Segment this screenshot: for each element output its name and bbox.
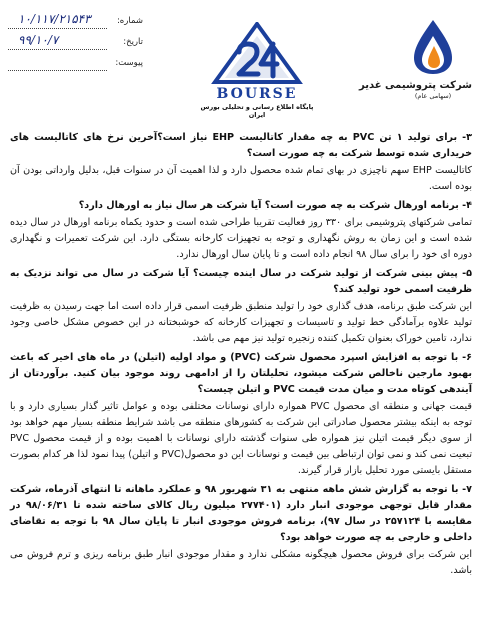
company-logo [358, 18, 472, 100]
date-line [8, 49, 107, 50]
bourse-emblem-icon [211, 22, 303, 88]
date-value: ۹۹/۱۰/۷ [18, 33, 59, 47]
date-row [8, 35, 143, 56]
question-4: ۴- برنامه اورهال شرکت به چه صورت است؟ آیا شرکت هر سال نیاز به اورهال دارد؟ [78, 200, 472, 211]
attachment-row [8, 56, 143, 77]
answer-3: کاتالیست EHP سهم ناچیزی در بهای تمام شده محصول دارد و لذا اهمیت آن در سنوات قبل، بدلیل وارداتی بودن آن بوده است. [10, 165, 472, 192]
attachment-label: پیوست: [115, 58, 143, 68]
question-5: ۵- پیش بینی شرکت از تولید شرکت در سال اینده چیست؟ آیا شرکت در سال می تواند نزدیک به ظرفیت اسمی خود تولید کند؟ [10, 268, 472, 295]
number-row [8, 14, 143, 35]
answer-6: قیمت جهانی و منطقه ای محصول PVC همواره دارای نوسانات مختلفی بوده و عوامل تاثیر گذار بسیاری دارد و با توجه به اینکه بیشتر محصول صادراتی این شرکت به کشورهای منطقه می باشد شرایط منطقه بسیار مهم خواهد بود از سوی دیگر قیمت اتیلن نیز همواره طی سنوات گذشته دارای نوسانات با اهمیت بوده و از قیمت محصول PVC تبعیت نمی کند و نمی توان ارتباطی بین قیمت و نوسانات این دو محصول(PVC و اتیلن) پیدا نمود لذا هر کدام بصورت مستقل بایستی مورد تحلیل بازار قرار گیرند. [10, 401, 472, 476]
answer-4: تمامی شرکتهای پتروشیمی برای ۳۳۰ روز فعالیت تقریبا طراحی شده است و حدود یکماه برنامه اورهال در سال دیده شده است و این زمان به روش نگهداری و توجه به تجهیزات کارخانه بستگی دارد. این شرکت تعمیرات و نگهداری دوره ای خود را برای سال ۹۸ انجام داده است و تا پایان سال اورهال ندارد. [10, 217, 472, 260]
letter-meta [8, 14, 143, 77]
qa-body [10, 130, 472, 582]
question-3: ۳- برای تولید ۱ تن PVC به چه مقدار کاتالیست EHP نیاز است؟آخرین نرخ های کاتالیست های خریداری شده توسط شرکت به چه صورت است؟ [10, 132, 473, 159]
bourse-tagline: پایگاه اطلاع رسانی و تحلیلی بورس ایران [200, 103, 314, 119]
bourse-wordmark: BOURSE [216, 86, 298, 102]
company-name: شرکت پتروشیمی غدیر [358, 80, 472, 91]
question-6: ۶- با توجه به افزایش اسپرد محصول شرکت (PVC) و مواد اولیه (اتیلن) در ماه های اخیر که باعث بهبود مارجین ناخالص شرکت میشود، تحلیلتان را از ادامهی روند موجود بیان کنید. برآوردتان از آیندهی کوتاه مدت و میان مدت قیمت PVC و اتیلن چیست؟ [10, 352, 472, 395]
number-line [8, 28, 107, 29]
date-label: تاریخ: [123, 37, 143, 47]
bourse-logo [198, 22, 316, 122]
letterhead [0, 0, 486, 128]
attachment-line [8, 70, 107, 71]
question-7: ۷- با توجه به گزارش شش ماهه منتهی به ۳۱ شهریور ۹۸ و عملکرد ماهانه تا انتهای آذرماه، شرکت مقدار قابل توجهی موجودی انبار دارد (۲۷۷۴۰۱ میلیون ریال کالای ساخته شده تا ۹۸/۰۶/۳۱ در مقایسه با ۲۵۷۱۲۴ در سال ۹۷)، برنامه فروش موجودی انبار تا پایان سال ۹۸ با توجه به تقاضای داخلی و خارجی به چه صورت خواهد بود؟ [10, 484, 472, 543]
number-label: شماره: [116, 16, 143, 26]
number-value: ۱۰/۱۱۷/۲۱۵۴۳ [18, 12, 91, 26]
answer-5: این شرکت طبق برنامه، هدف گذاری خود را تولید منطبق ظرفیت اسمی قرار داده است اما جهت رسیدن به ظرفیت تولید علاوه برآمادگی خط تولید و تاسیسات و تجهیزات کارخانه که خوشبختانه در این خصوص مشکل خاصی وجود ندارد، تامین خوراک بعنوان تکمیل کننده زنجیره تولید نیز مهم می باشد. [10, 301, 472, 344]
flame-drop-icon [410, 18, 456, 76]
company-type: (سهامی عام) [414, 92, 452, 100]
answer-7: این شرکت برای فروش محصول هیچگونه مشکلی ندارد و مقدار موجودی انبار طبق برنامه ریزی و ترم فروش می باشد. [10, 549, 472, 576]
